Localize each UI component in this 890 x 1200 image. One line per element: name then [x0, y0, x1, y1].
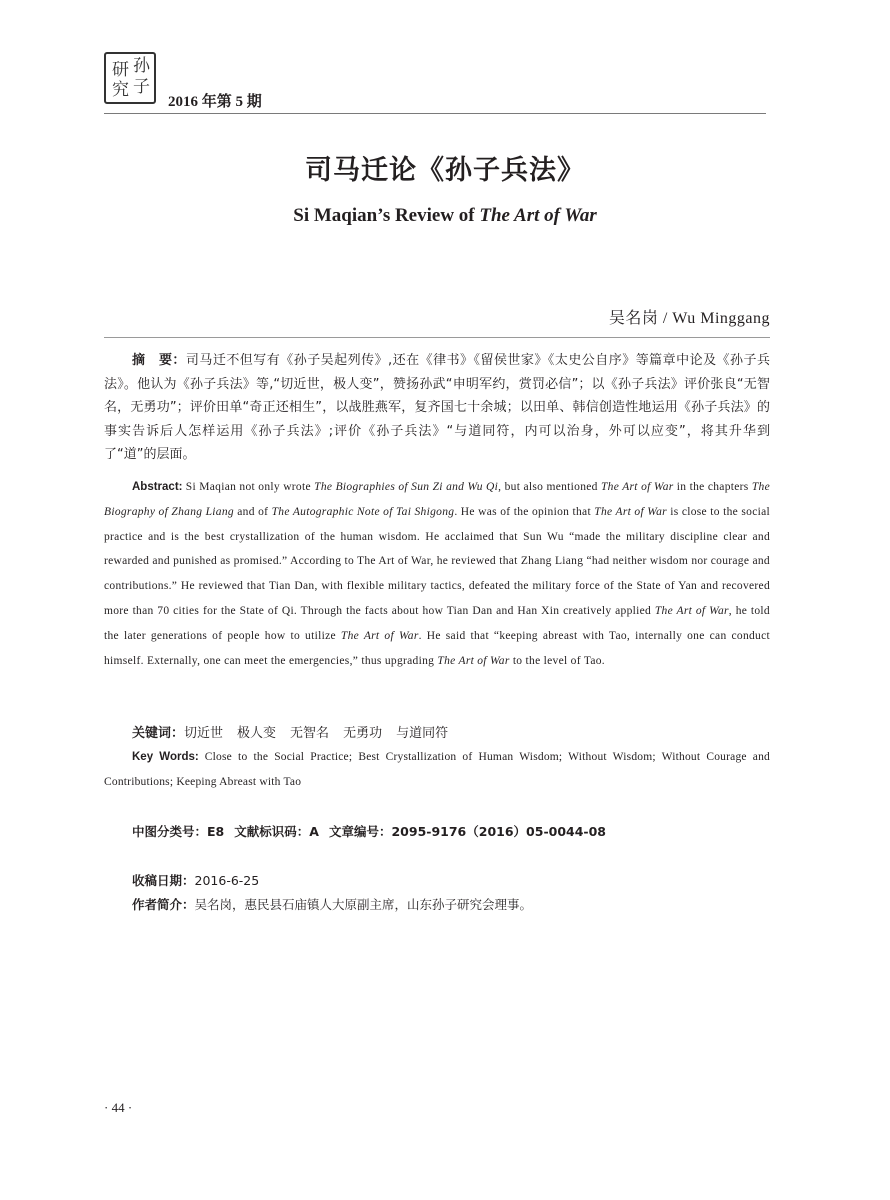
- abstract-en-text: Si Maqian not only wrote: [182, 481, 315, 493]
- abstract-en-text: is close to the social practice and is the best crystallization of the human wisdom. He acclaimed that Sun Wu “made the military discipline clear and rewarded and punished as promised.” According to The Art of War, he reviewed that Zhang Liang “had neither wisdom nor courage and contributions.” He reviewed that Tian Dan, with flexible military tactics, defeated the military force of the State of Yan and recovered more than 70 cities for the State of Qi. Through the facts about how Tian Dan and Han Xin creatively applied: [104, 505, 770, 617]
- journal-logo: [104, 52, 156, 104]
- author-intro-line: [132, 895, 532, 913]
- keywords-english: [104, 745, 770, 794]
- article-number-value: 2095-9176（2016）05-0044-08: [391, 824, 606, 839]
- author-byline: 吴名岗 / Wu Minggang: [608, 310, 770, 327]
- title-en-italic: The Art of War: [479, 205, 597, 226]
- article-number-label: 文章编号：: [328, 824, 392, 839]
- header-divider: [104, 113, 766, 114]
- abstract-en-label: Abstract:: [132, 481, 183, 493]
- abstract-en-italic: The Art of War: [437, 654, 510, 667]
- received-label: 收稿日期：: [132, 873, 195, 888]
- abstract-en-italic: The Art of War: [594, 505, 667, 518]
- keywords-en-label: Key Words:: [132, 751, 199, 763]
- doc-code-label: 文献标识码：: [234, 824, 310, 839]
- abstract-en-text: . He was of the opinion that: [454, 505, 595, 518]
- author-intro-value: 吴名岗，惠民县石庙镇人大原副主席，山东孙子研究会理事。: [194, 897, 533, 912]
- keyword-item: 极人变: [237, 726, 277, 741]
- abstract-zh-label: 摘 要：: [132, 353, 186, 368]
- abstract-english: [104, 475, 770, 673]
- abstract-en-text: in the chapters: [673, 481, 752, 493]
- keywords-chinese: [132, 722, 462, 741]
- keywords-zh-label: 关键词：: [132, 726, 185, 741]
- abstract-en-italic: The Biography of Zhang Liang: [104, 481, 770, 518]
- logo-char: 孙: [133, 56, 150, 76]
- keyword-item: 切近世: [184, 726, 224, 741]
- clc-value: E8: [207, 824, 225, 839]
- received-value: 2016-6-25: [194, 873, 260, 888]
- abstract-en-italic: The Art of War: [600, 481, 674, 493]
- abstract-en-text: , but also mentioned: [498, 481, 601, 493]
- issue-label: 2016 年第 5 期: [168, 94, 262, 110]
- doc-code-value: A: [309, 824, 319, 839]
- abstract-zh-text: 司马迁不但写有《孙子吴起列传》,还在《律书》《留侯世家》《太史公自序》等篇章中论及《孙子兵法》。他认为《孙子兵法》等,“切近世，极人变”，赞扬孙武“申明军约，赏罚必信”；以《孙子兵法》评价张良“无智名，无勇功”；评价田单“奇正还相生”，以战胜燕军，复齐国七十余城；以田单、韩信创造性地运用《孙子兵法》的事实告诉后人怎样运用《孙子兵法》;评价《孙子兵法》“与道同符，内可以治身，外可以应变”，将其升华到了“道”的层面。: [104, 353, 770, 463]
- classification-line: [132, 822, 606, 840]
- abstract-en-italic: The Autographic Note of Tai Shigong: [271, 505, 455, 518]
- section-divider: [104, 337, 770, 338]
- logo-char: 子: [133, 77, 150, 97]
- keyword-item: 无智名: [290, 726, 330, 741]
- abstract-en-italic: The Art of War: [340, 629, 419, 642]
- keywords-en-text: Close to the Social Practice; Best Crystallization of Human Wisdom; Without Wisdom; Without Courage and Contributions; Keeping Abreast with Tao: [104, 751, 770, 788]
- author-intro-label: 作者简介：: [132, 897, 195, 912]
- received-date-line: [132, 871, 259, 889]
- article-title-english: [0, 205, 890, 227]
- page-header: [104, 50, 766, 116]
- title-en-text: Si Maqian’s Review of: [293, 205, 480, 226]
- abstract-en-text: . He said that “keeping abreast with Tao, internally one can conduct himself. Externally, one can meet the emergencies,” thus upgrading: [104, 629, 770, 667]
- abstract-en-italic: The Art of War: [654, 604, 729, 617]
- page-number: · 44 ·: [104, 1100, 133, 1115]
- logo-char: 研: [112, 60, 129, 80]
- article-title-chinese: 司马迁论《孙子兵法》: [305, 155, 585, 186]
- clc-label: 中图分类号：: [132, 824, 208, 839]
- logo-char: 究: [112, 80, 129, 100]
- abstract-en-text: to the level of Tao.: [509, 654, 605, 667]
- keyword-item: 与道同符: [396, 726, 449, 741]
- keyword-item: 无勇功: [343, 726, 383, 741]
- abstract-en-italic: The Biographies of Sun Zi and Wu Qi: [314, 481, 499, 493]
- abstract-chinese: [104, 349, 770, 467]
- abstract-en-text: , he told the later generations of people how to utilize: [104, 604, 770, 642]
- abstract-en-text: and of: [233, 505, 272, 518]
